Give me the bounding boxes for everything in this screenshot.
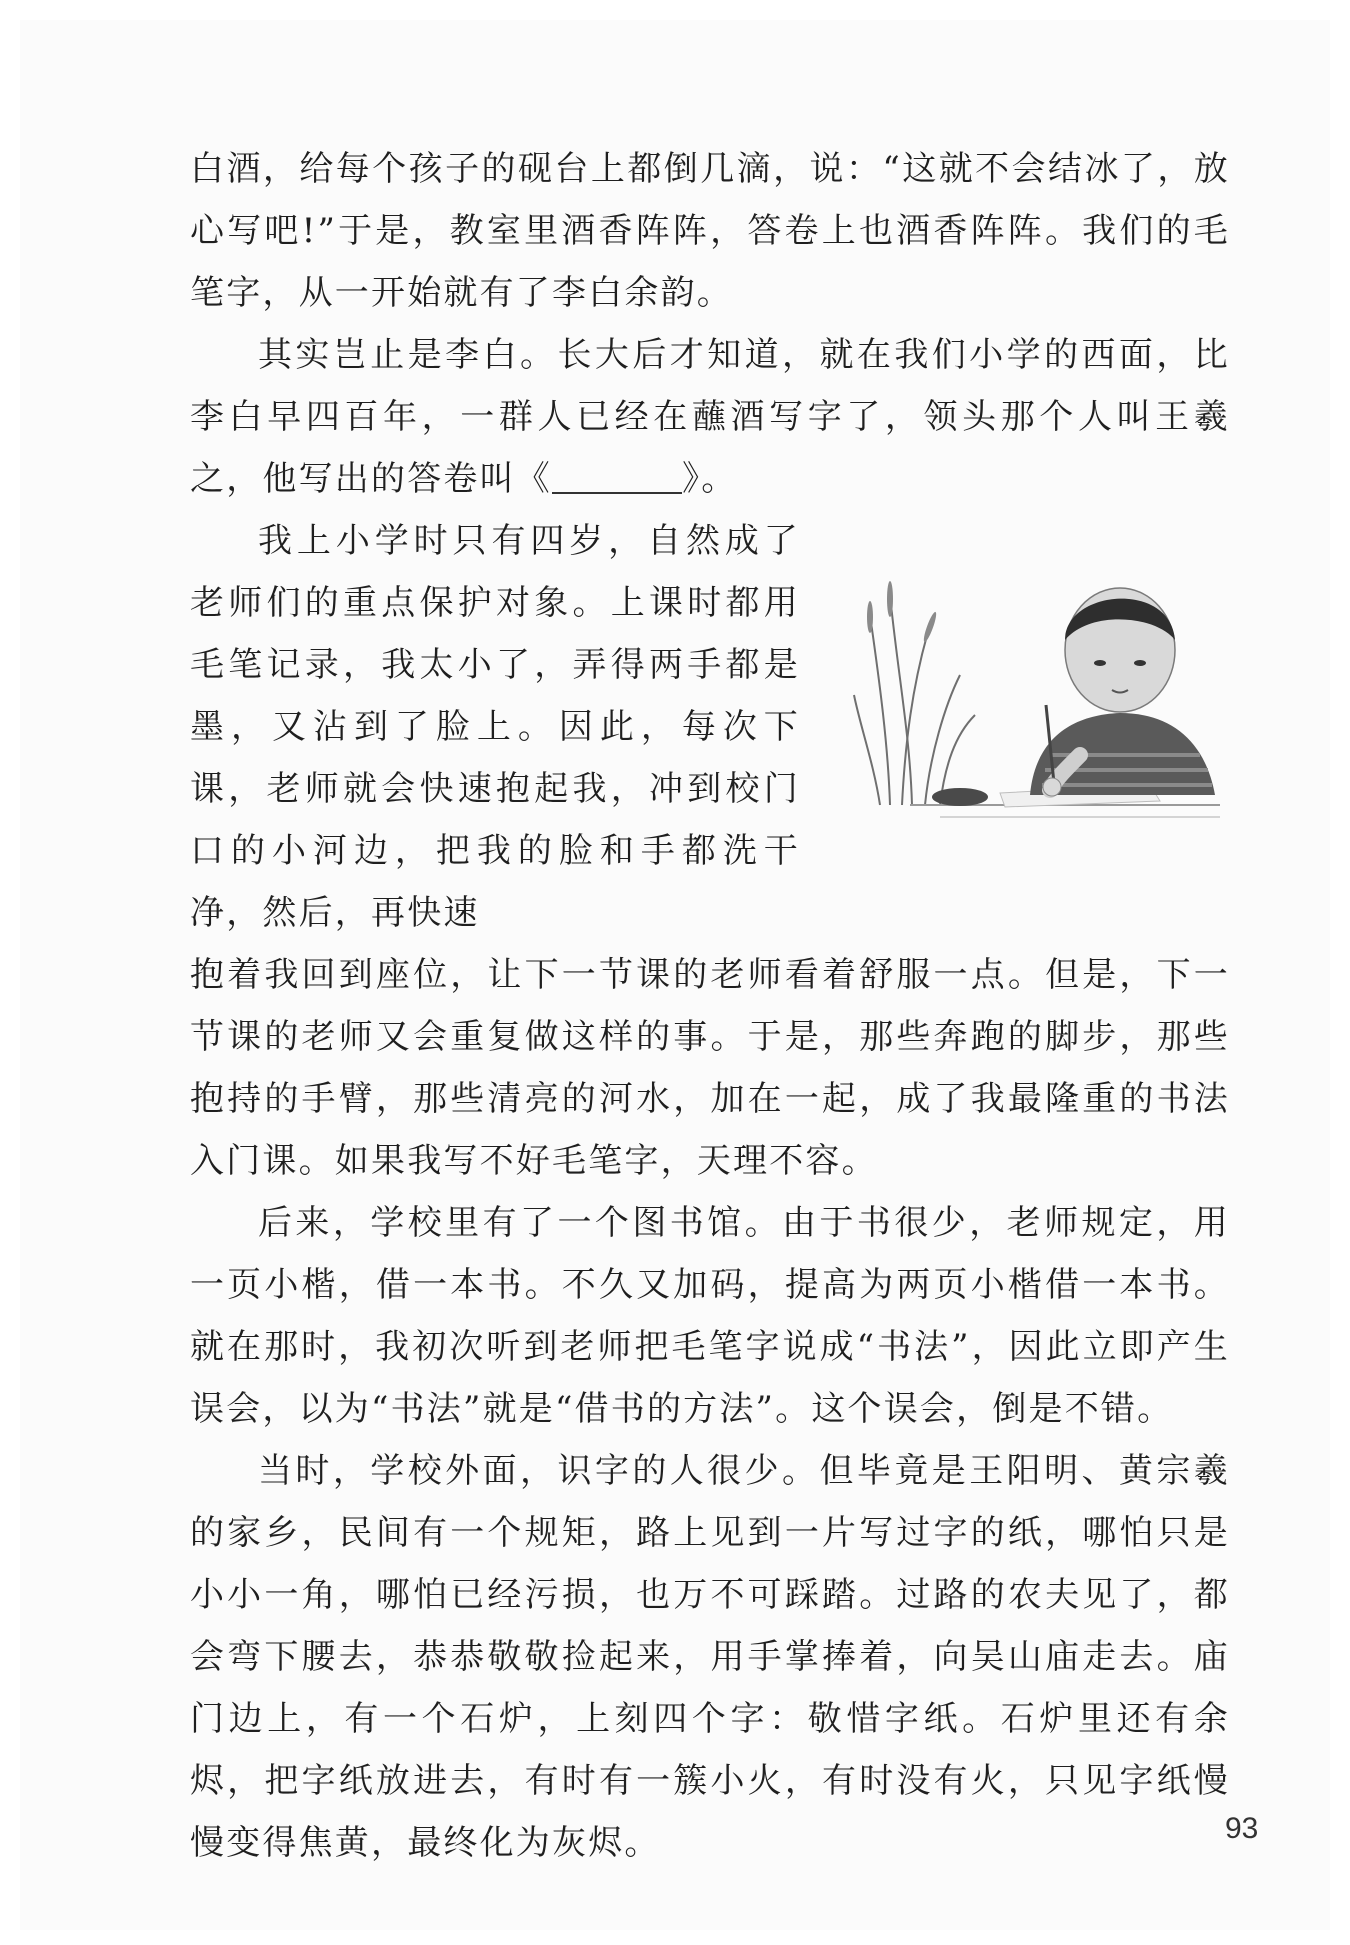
illustration-svg — [850, 555, 1220, 840]
fill-in-blank — [552, 462, 682, 494]
paragraph-2-text: 其实岂止是李白。长大后才知道，就在我们小学的西面，比李白早四百年，一群人已经在蘸酒写字了，领头那个人叫王羲之，他写出的答卷叫《 — [190, 335, 1230, 499]
paragraph-2-end: 》。 — [682, 459, 738, 499]
child-writing-illustration — [850, 555, 1220, 840]
paragraph-3-rest: 抱着我回到座位，让下一节课的老师看着舒服一点。但是，下一节课的老师又会重复做这样的事。于是，那些奔跑的脚步，那些抱持的手臂，那些清亮的河水，加在一起，成了我最隆重的书法入门课。如果我写不好毛笔字，天理不容。 — [190, 955, 1230, 1181]
paragraph-2 — [190, 324, 1230, 510]
paragraph-3-wrapped: 我上小学时只有四岁，自然成了老师们的重点保护对象。上课时都用毛笔记录，我太小了，弄得两手都是墨，又沾到了脸上。因此，每次下课，老师就会快速抱起我，冲到校门口的小河边，把我的脸和手都洗干净，然后，再快速 — [190, 521, 800, 933]
paragraph-4: 后来，学校里有了一个图书馆。由于书很少，老师规定，用一页小楷，借一本书。不久又加码，提高为两页小楷借一本书。就在那时，我初次听到老师把毛笔字说成“书法”，因此立即产生误会，以为“书法”就是“借书的方法”。这个误会，倒是不错。 — [190, 1203, 1230, 1429]
page-number: 93 — [1225, 1812, 1259, 1845]
paragraph-1: 白酒，给每个孩子的砚台上都倒几滴，说：“这就不会结冰了，放心写吧!”于是，教室里酒香阵阵，答卷上也酒香阵阵。我们的毛笔字，从一开始就有了李白余韵。 — [190, 149, 1230, 313]
body-text — [190, 138, 1230, 1874]
paragraph-5: 当时，学校外面，识字的人很少。但毕竟是王阳明、黄宗羲的家乡，民间有一个规矩，路上见到一片写过字的纸，哪怕只是小小一角，哪怕已经污损，也万不可踩踏。过路的农夫见了，都会弯下腰去，恭恭敬敬捡起来，用手掌捧着，向吴山庙走去。庙门边上，有一个石炉，上刻四个字：敬惜字纸。石炉里还有余烬，把字纸放进去，有时有一簇小火，有时没有火，只见字纸慢慢变得焦黄，最终化为灰烬。 — [190, 1451, 1230, 1863]
reed-heads-icon — [867, 581, 938, 643]
inkstone-icon — [932, 788, 988, 806]
